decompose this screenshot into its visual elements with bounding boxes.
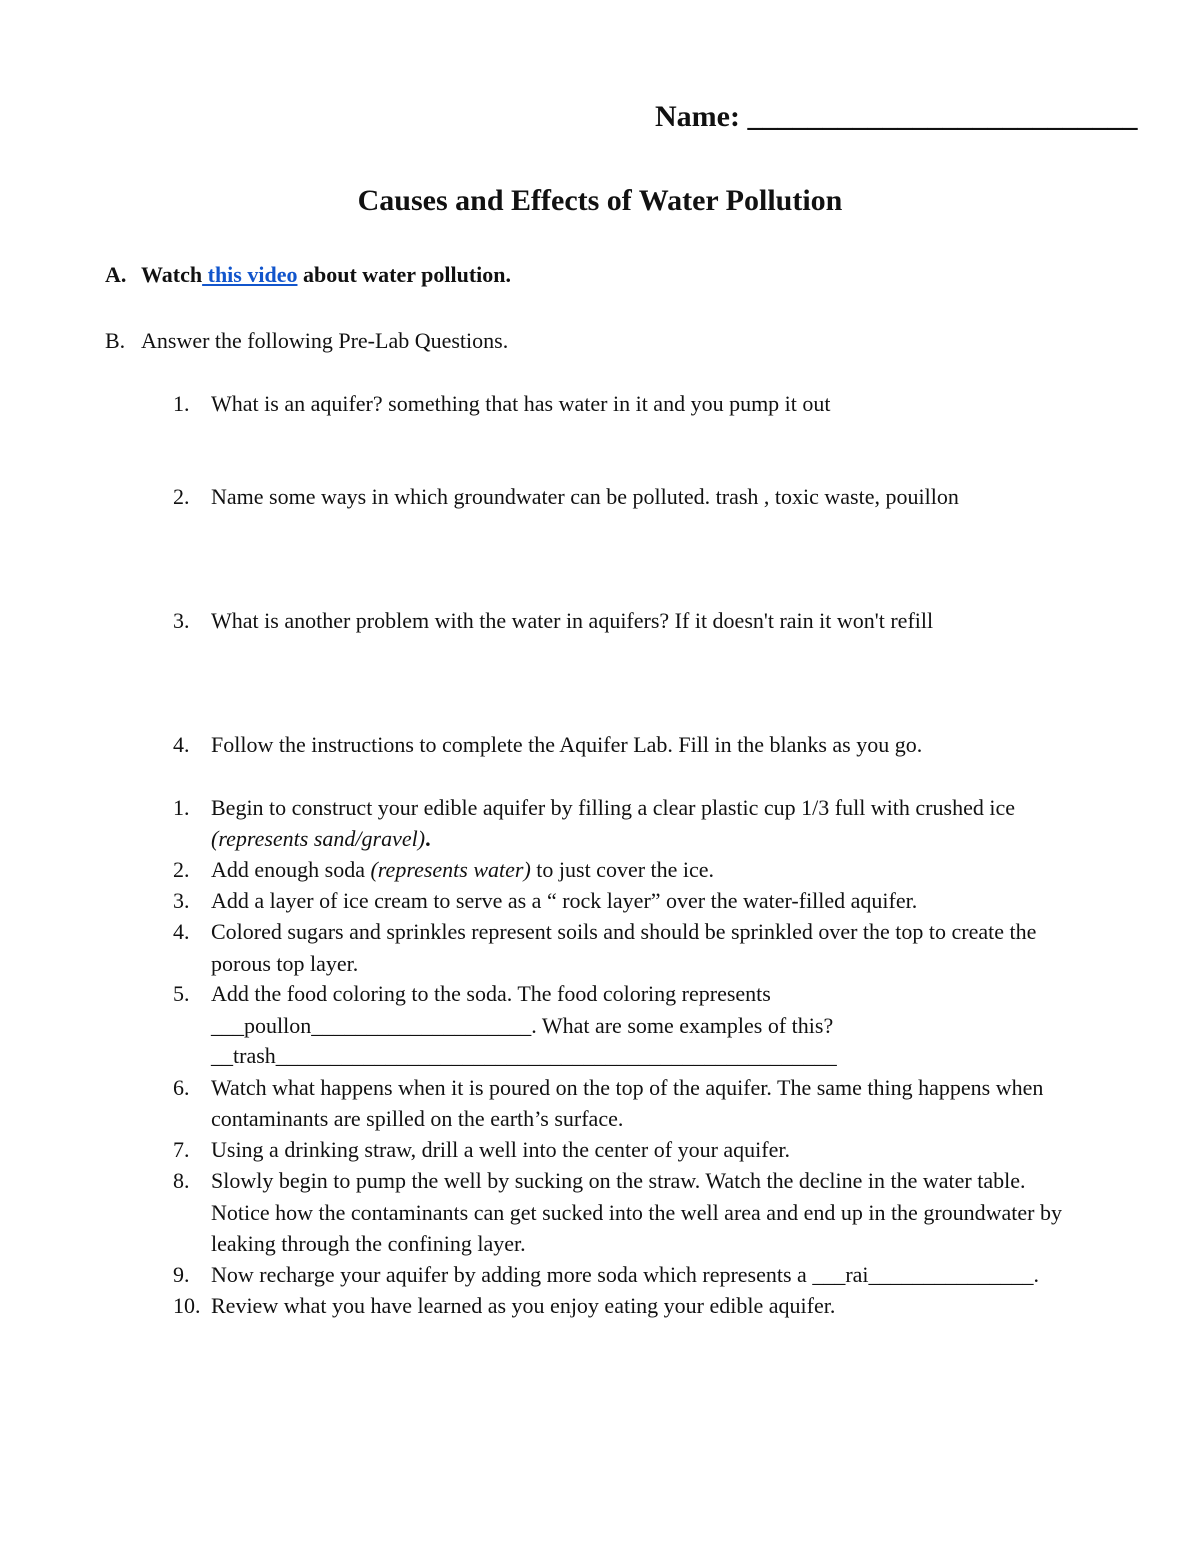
step-text: Review what you have learned as you enjoy eating your edible aquifer. xyxy=(211,1293,836,1318)
name-field xyxy=(655,100,1137,134)
step-text-cont: Notice how the contaminants can get sucked into the well area and end up in the groundwater by xyxy=(211,1200,1063,1225)
question-text: What is another problem with the water in aquifers? If it doesn't rain it won't refill xyxy=(211,608,934,633)
section-a-pre: Watch xyxy=(141,262,203,287)
section-a xyxy=(105,262,511,288)
step-text: Now recharge your aquifer by adding more soda which represents a ___rai_______________. xyxy=(211,1262,1040,1287)
step-number: 1. xyxy=(173,795,190,820)
step-text-cont: contaminants are spilled on the earth’s surface. xyxy=(211,1106,624,1131)
step-text: Watch what happens when it is poured on the top of the aquifer. The same thing happens when xyxy=(211,1075,1044,1100)
step-number: 2. xyxy=(173,857,190,882)
step-text-cont: ___poullon____________________. What are some examples of this? xyxy=(211,1013,834,1038)
page-title: Causes and Effects of Water Pollution xyxy=(357,184,843,217)
step-text-cont: porous top layer. xyxy=(211,951,359,976)
name-label: Name: xyxy=(655,100,740,133)
step-text: Using a drinking straw, drill a well into the center of your aquifer. xyxy=(211,1137,790,1162)
question-number: 2. xyxy=(173,484,190,509)
step-number: 8. xyxy=(173,1168,190,1193)
question-number: 1. xyxy=(173,391,190,416)
section-a-post: about water pollution. xyxy=(297,262,511,287)
step-text: Add enough soda (represents water) to just cover the ice. xyxy=(211,857,715,882)
question-text: What is an aquifer? something that has water in it and you pump it out xyxy=(211,391,831,416)
question-number: 3. xyxy=(173,608,190,633)
step-text-cont: (represents sand/gravel). xyxy=(211,826,431,851)
name-blank: __________________________ xyxy=(747,100,1138,133)
step-number: 7. xyxy=(173,1137,190,1162)
step-number: 10. xyxy=(173,1293,201,1318)
section-b-label: B. xyxy=(105,328,126,353)
step-text-cont: leaking through the confining layer. xyxy=(211,1231,526,1256)
step-text: Colored sugars and sprinkles represent soils and should be sprinkled over the top to create the xyxy=(211,919,1037,944)
step-text: Add a layer of ice cream to serve as a “ rock layer” over the water-filled aquifer. xyxy=(211,888,918,913)
video-link[interactable]: this video xyxy=(202,262,298,287)
step-number: 4. xyxy=(173,919,190,944)
step-text: Slowly begin to pump the well by sucking on the straw. Watch the decline in the water table. xyxy=(211,1168,1026,1193)
section-b xyxy=(105,328,508,354)
section-b-text: Answer the following Pre-Lab Questions. xyxy=(141,328,509,353)
question-number: 4. xyxy=(173,732,190,757)
step-text-cont: __trash___________________________________________________ xyxy=(211,1043,837,1068)
step-number: 9. xyxy=(173,1262,190,1287)
step-number: 5. xyxy=(173,981,190,1006)
step-text: Add the food coloring to the soda. The food coloring represents xyxy=(211,981,771,1006)
section-a-label: A. xyxy=(105,262,127,287)
step-number: 6. xyxy=(173,1075,190,1100)
step-text: Begin to construct your edible aquifer by filling a clear plastic cup 1/3 full with crushed ice xyxy=(211,795,1015,820)
step-number: 3. xyxy=(173,888,190,913)
question-text: Follow the instructions to complete the Aquifer Lab. Fill in the blanks as you go. xyxy=(211,732,923,757)
question-text: Name some ways in which groundwater can be polluted. trash , toxic waste, pouillon xyxy=(211,484,959,509)
